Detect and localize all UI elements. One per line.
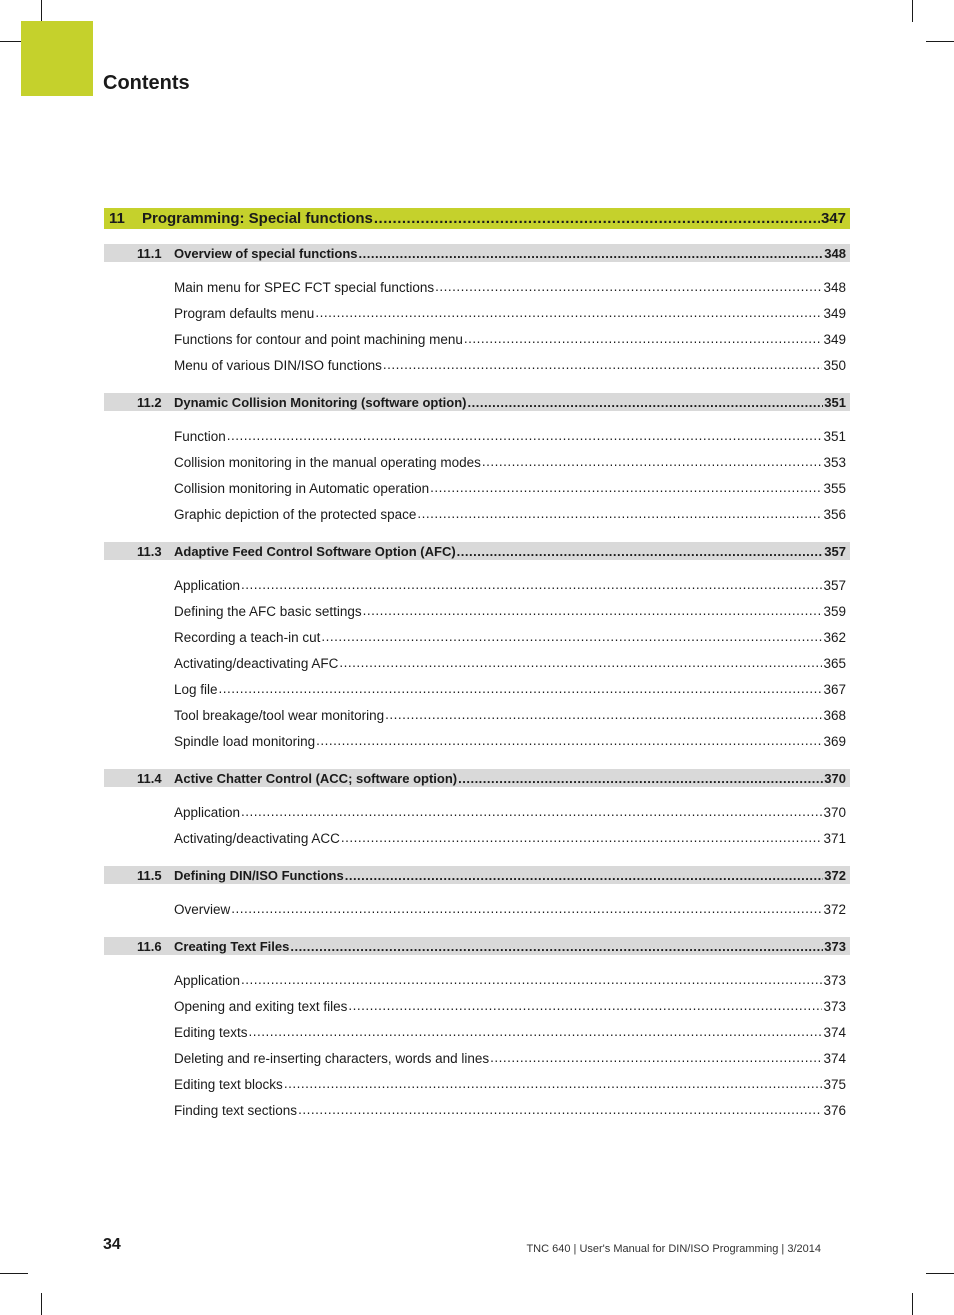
dot-leader xyxy=(227,429,823,443)
toc-topic-row[interactable] xyxy=(104,274,850,300)
spacer xyxy=(104,851,850,866)
section-title: Defining DIN/ISO Functions xyxy=(174,867,344,883)
topic-title: Defining the AFC basic settings xyxy=(174,603,362,619)
dot-leader xyxy=(359,247,824,260)
section-page: 370 xyxy=(824,770,846,786)
section-page: 357 xyxy=(824,543,846,559)
toc-topic-row[interactable] xyxy=(104,896,850,922)
topic-page: 351 xyxy=(823,428,846,444)
dot-leader xyxy=(290,940,823,953)
toc-topic-row[interactable] xyxy=(104,1019,850,1045)
toc-topic-row[interactable] xyxy=(104,423,850,449)
topic-page: 357 xyxy=(823,577,846,593)
toc-topic-row[interactable] xyxy=(104,728,850,754)
topic-title: Functions for contour and point machining menu xyxy=(174,331,463,347)
topic-page: 372 xyxy=(823,901,846,917)
topic-title: Activating/deactivating ACC xyxy=(174,830,340,846)
toc-topic-row[interactable] xyxy=(104,967,850,993)
dot-leader xyxy=(345,869,824,882)
topic-title: Application xyxy=(174,577,241,593)
spacer xyxy=(104,378,850,393)
section-title: Dynamic Collision Monitoring (software option) xyxy=(174,394,467,410)
toc-topic-row[interactable] xyxy=(104,825,850,851)
crop-mark xyxy=(912,0,913,22)
topic-page: 350 xyxy=(823,357,846,373)
section-page: 351 xyxy=(824,394,846,410)
toc-topic-row[interactable] xyxy=(104,300,850,326)
topic-title: Collision monitoring in the manual operating modes xyxy=(174,454,481,470)
section-title: Overview of special functions xyxy=(174,245,358,261)
section-number: 11.6 xyxy=(137,938,162,954)
topic-page: 367 xyxy=(823,681,846,697)
running-footer: TNC 640 | User's Manual for DIN/ISO Programming | 3/2014 xyxy=(526,1243,821,1255)
section-title: Active Chatter Control (ACC; software option) xyxy=(174,770,458,786)
chapter-color-tab xyxy=(21,21,93,96)
dot-leader xyxy=(341,831,823,845)
crop-mark xyxy=(926,41,954,42)
section-page: 372 xyxy=(824,867,846,883)
toc-section-row[interactable] xyxy=(104,866,850,884)
section-number: 11.2 xyxy=(137,394,162,410)
topic-page: 349 xyxy=(823,305,846,321)
toc-topic-row[interactable] xyxy=(104,624,850,650)
topic-page: 356 xyxy=(823,506,846,522)
chapter-number: 11 xyxy=(109,210,125,227)
dot-leader xyxy=(339,656,822,670)
spacer xyxy=(104,955,850,967)
topic-title: Log file xyxy=(174,681,218,697)
topic-page: 355 xyxy=(823,480,846,496)
topic-title: Main menu for SPEC FCT special functions xyxy=(174,279,435,295)
topic-title: Application xyxy=(174,804,241,820)
section-number: 11.4 xyxy=(137,770,162,786)
toc-topic-row[interactable] xyxy=(104,1097,850,1123)
dot-leader xyxy=(284,1077,823,1091)
spacer xyxy=(104,922,850,937)
section-number: 11.5 xyxy=(137,867,162,883)
topic-page: 373 xyxy=(823,972,846,988)
toc-section-row[interactable] xyxy=(104,769,850,787)
toc-topic-row[interactable] xyxy=(104,1045,850,1071)
crop-mark xyxy=(41,0,42,22)
topic-title: Tool breakage/tool wear monitoring xyxy=(174,707,385,723)
section-title: Adaptive Feed Control Software Option (AFC) xyxy=(174,543,456,559)
crop-mark xyxy=(912,1293,913,1315)
dot-leader xyxy=(490,1051,822,1065)
topic-title: Recording a teach-in cut xyxy=(174,629,321,645)
dot-leader xyxy=(219,682,823,696)
toc-chapter-row[interactable] xyxy=(104,208,850,229)
topic-page: 374 xyxy=(823,1050,846,1066)
topic-title: Graphic depiction of the protected space xyxy=(174,506,417,522)
dot-leader xyxy=(298,1103,822,1117)
toc-section-row[interactable] xyxy=(104,244,850,262)
topic-title: Finding text sections xyxy=(174,1102,298,1118)
dot-leader xyxy=(430,481,822,495)
topic-page: 348 xyxy=(823,279,846,295)
dot-leader xyxy=(417,507,822,521)
spacer xyxy=(104,229,850,244)
topic-title: Editing texts xyxy=(174,1024,248,1040)
topic-page: 353 xyxy=(823,454,846,470)
topic-page: 374 xyxy=(823,1024,846,1040)
dot-leader xyxy=(464,332,823,346)
topic-title: Application xyxy=(174,972,241,988)
section-page: 373 xyxy=(824,938,846,954)
toc-topic-row[interactable] xyxy=(104,449,850,475)
topic-page: 365 xyxy=(823,655,846,671)
topic-page: 369 xyxy=(823,733,846,749)
topic-title: Opening and exiting text files xyxy=(174,998,348,1014)
topic-title: Function xyxy=(174,428,226,444)
dot-leader xyxy=(435,280,822,294)
toc-topic-row[interactable] xyxy=(104,475,850,501)
section-number: 11.3 xyxy=(137,543,162,559)
topic-title: Collision monitoring in Automatic operation xyxy=(174,480,430,496)
topic-page: 368 xyxy=(823,707,846,723)
topic-title: Spindle load monitoring xyxy=(174,733,316,749)
toc-topic-row[interactable] xyxy=(104,501,850,527)
toc-topic-row[interactable] xyxy=(104,676,850,702)
spacer xyxy=(104,527,850,542)
crop-mark xyxy=(926,1273,954,1274)
section-number: 11.1 xyxy=(137,245,162,261)
dot-leader xyxy=(348,999,822,1013)
toc-topic-row[interactable] xyxy=(104,598,850,624)
topic-title: Overview xyxy=(174,901,231,917)
spacer xyxy=(104,884,850,896)
topic-title: Deleting and re-inserting characters, words and lines xyxy=(174,1050,490,1066)
topic-title: Editing text blocks xyxy=(174,1076,283,1092)
crop-mark xyxy=(41,1293,42,1315)
topic-page: 349 xyxy=(823,331,846,347)
topic-page: 373 xyxy=(823,998,846,1014)
topic-title: Menu of various DIN/ISO functions xyxy=(174,357,382,373)
topic-title: Program defaults menu xyxy=(174,305,315,321)
section-page: 348 xyxy=(824,245,846,261)
dot-leader xyxy=(241,578,822,592)
spacer xyxy=(104,560,850,572)
chapter-title: Programming: Special functions xyxy=(142,210,373,227)
toc-section-row[interactable] xyxy=(104,542,850,560)
topic-page: 359 xyxy=(823,603,846,619)
toc-topic-row[interactable] xyxy=(104,650,850,676)
topic-page: 362 xyxy=(823,629,846,645)
dot-leader xyxy=(385,708,822,722)
dot-leader xyxy=(321,630,822,644)
toc-topic-row[interactable] xyxy=(104,993,850,1019)
toc-sections xyxy=(104,229,850,1123)
page-title: Contents xyxy=(103,72,190,94)
spacer xyxy=(104,262,850,274)
dot-leader xyxy=(482,455,823,469)
dot-leader xyxy=(457,545,824,558)
toc-topic-row[interactable] xyxy=(104,702,850,728)
chapter-page: 347 xyxy=(820,210,846,227)
spacer xyxy=(104,787,850,799)
topic-title: Activating/deactivating AFC xyxy=(174,655,339,671)
dot-leader xyxy=(249,1025,823,1039)
spacer xyxy=(104,754,850,769)
dot-leader xyxy=(315,306,822,320)
dot-leader xyxy=(374,211,820,226)
crop-mark xyxy=(0,1273,28,1274)
toc-topic-row[interactable] xyxy=(104,572,850,598)
dot-leader xyxy=(231,902,822,916)
section-title: Creating Text Files xyxy=(174,938,290,954)
dot-leader xyxy=(241,805,822,819)
topic-page: 375 xyxy=(823,1076,846,1092)
dot-leader xyxy=(468,396,824,409)
spacer xyxy=(104,411,850,423)
toc-topic-row[interactable] xyxy=(104,799,850,825)
table-of-contents xyxy=(104,208,850,1123)
toc-topic-row[interactable] xyxy=(104,1071,850,1097)
page-number: 34 xyxy=(103,1236,121,1253)
toc-topic-row[interactable] xyxy=(104,326,850,352)
dot-leader xyxy=(458,772,823,785)
topic-page: 370 xyxy=(823,804,846,820)
toc-section-row[interactable] xyxy=(104,393,850,411)
dot-leader xyxy=(363,604,823,618)
dot-leader xyxy=(316,734,822,748)
dot-leader xyxy=(241,973,822,987)
dot-leader xyxy=(383,358,823,372)
toc-section-row[interactable] xyxy=(104,937,850,955)
toc-topic-row[interactable] xyxy=(104,352,850,378)
topic-page: 376 xyxy=(823,1102,846,1118)
topic-page: 371 xyxy=(823,830,846,846)
